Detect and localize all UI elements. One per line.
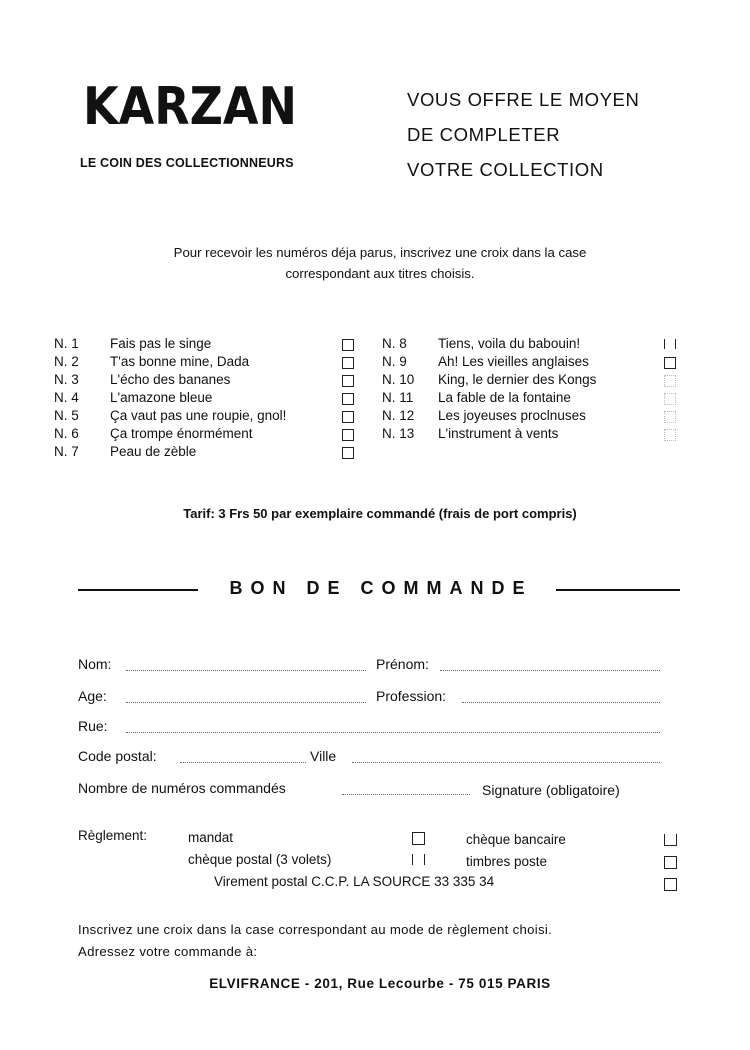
divider-right (556, 589, 680, 591)
title-checkbox[interactable] (342, 375, 354, 387)
nombre-field[interactable] (342, 794, 470, 795)
order-title: BON DE COMMANDE (229, 578, 533, 598)
title-number: N. 4 (54, 390, 79, 405)
title-item (382, 426, 682, 444)
title-item (54, 354, 364, 372)
title-number: N. 2 (54, 354, 79, 369)
signature-label: Signature (obligatoire) (482, 782, 620, 798)
address: ELVIFRANCE - 201, Rue Lecourbe - 75 015 PARIS (209, 976, 551, 991)
nombre-label: Nombre de numéros commandés (78, 780, 286, 796)
prenom-label: Prénom: (376, 656, 429, 672)
prenom-field[interactable] (440, 670, 660, 671)
title-name: T'as bonne mine, Dada (110, 354, 250, 369)
title-item (54, 444, 364, 462)
profession-label: Profession: (376, 688, 447, 704)
title-item (54, 336, 364, 354)
title-name: L'instrument à vents (438, 426, 559, 441)
timbres-label: timbres poste (466, 854, 548, 869)
instruction-text: Inscrivez une croix dans la case correspondant au mode de règlement choisi. (78, 922, 553, 937)
title-name: Les joyeuses proclnuses (438, 408, 586, 423)
title-item (382, 354, 682, 372)
title-checkbox[interactable] (342, 393, 354, 405)
offer-line: DE COMPLETER (407, 124, 561, 145)
title-name: La fable de la fontaine (438, 390, 571, 405)
title-item (382, 372, 682, 390)
title-number: N. 10 (382, 372, 415, 387)
title-checkbox[interactable] (342, 429, 354, 441)
title-item (54, 426, 364, 444)
title-item (382, 408, 682, 426)
title-number: N. 12 (382, 408, 415, 423)
tariff-text: Tarif: 3 Frs 50 par exemplaire commandé (frais de port compris) (183, 506, 577, 521)
profession-field[interactable] (462, 702, 660, 703)
title-item (54, 408, 364, 426)
virement-label: Virement postal C.C.P. LA SOURCE 33 335 34 (214, 874, 495, 889)
intro-line-1: Pour recevoir les numéros déja parus, inscrivez une croix dans la case (173, 245, 587, 260)
title-number: N. 11 (382, 390, 414, 405)
title-checkbox[interactable] (664, 411, 676, 423)
virement-checkbox[interactable] (664, 878, 677, 891)
title-name: Peau de zèble (110, 444, 197, 459)
address-intro: Adressez votre commande à: (78, 944, 258, 959)
title-number: N. 9 (382, 354, 407, 369)
title-checkbox[interactable] (664, 339, 676, 349)
title-item (382, 390, 682, 408)
reglement-label: Règlement: (78, 828, 148, 843)
title-checkbox[interactable] (664, 357, 676, 369)
rue-field[interactable] (126, 732, 660, 733)
title-checkbox[interactable] (342, 411, 354, 423)
title-name: Fais pas le singe (110, 336, 212, 351)
offer-line: VOUS OFFRE LE MOYEN (407, 89, 640, 110)
title-number: N. 6 (54, 426, 79, 441)
age-field[interactable] (126, 702, 366, 703)
title-name: L'écho des bananes (110, 372, 231, 387)
mandat-checkbox[interactable] (412, 832, 425, 845)
intro-text (60, 242, 700, 284)
ville-field[interactable] (352, 762, 660, 763)
title-number: N. 5 (54, 408, 79, 423)
ville-label: Ville (310, 748, 337, 764)
divider-left (78, 589, 198, 591)
title-number: N. 8 (382, 336, 407, 351)
title-item (54, 390, 364, 408)
cheque-postal-label: chèque postal (3 volets) (188, 852, 332, 867)
title-checkbox[interactable] (342, 357, 354, 369)
title-checkbox[interactable] (664, 429, 676, 441)
mandat-label: mandat (188, 830, 234, 845)
title-name: Tiens, voila du babouin! (438, 336, 581, 351)
title-checkbox[interactable] (342, 339, 354, 351)
title-number: N. 7 (54, 444, 79, 459)
intro-line-2: correspondant aux titres choisis. (285, 266, 475, 281)
nom-label: Nom: (78, 656, 112, 672)
subtitle: LE COIN DES COLLECTIONNEURS (80, 156, 294, 170)
rue-label: Rue: (78, 718, 108, 734)
title-name: Ça vaut pas une roupie, gnol! (110, 408, 287, 423)
code-postal-field[interactable] (180, 762, 306, 763)
offer-text (407, 82, 639, 187)
title-number: N. 13 (382, 426, 415, 441)
timbres-checkbox[interactable] (664, 856, 677, 869)
title-name: Ah! Les vieilles anglaises (438, 354, 589, 369)
title-name: King, le dernier des Kongs (438, 372, 597, 387)
age-label: Age: (78, 688, 107, 704)
svg-text:KARZAN: KARZAN (83, 77, 297, 137)
title-number: N. 1 (54, 336, 79, 351)
title-item (54, 372, 364, 390)
title-checkbox[interactable] (664, 393, 676, 405)
title-checkbox[interactable] (664, 375, 676, 387)
cheque-bancaire-label: chèque bancaire (466, 832, 566, 847)
nom-field[interactable] (126, 670, 366, 671)
title-checkbox[interactable] (342, 447, 354, 459)
title-name: Ça trompe énormément (110, 426, 253, 441)
cheque-postal-checkbox[interactable] (412, 854, 425, 865)
karzan-logo (83, 77, 299, 137)
code-postal-label: Code postal: (78, 748, 157, 764)
offer-line: VOTRE COLLECTION (407, 159, 604, 180)
title-item (382, 336, 682, 354)
title-name: L'amazone bleue (110, 390, 213, 405)
title-number: N. 3 (54, 372, 79, 387)
cheque-bancaire-checkbox[interactable] (664, 834, 677, 846)
